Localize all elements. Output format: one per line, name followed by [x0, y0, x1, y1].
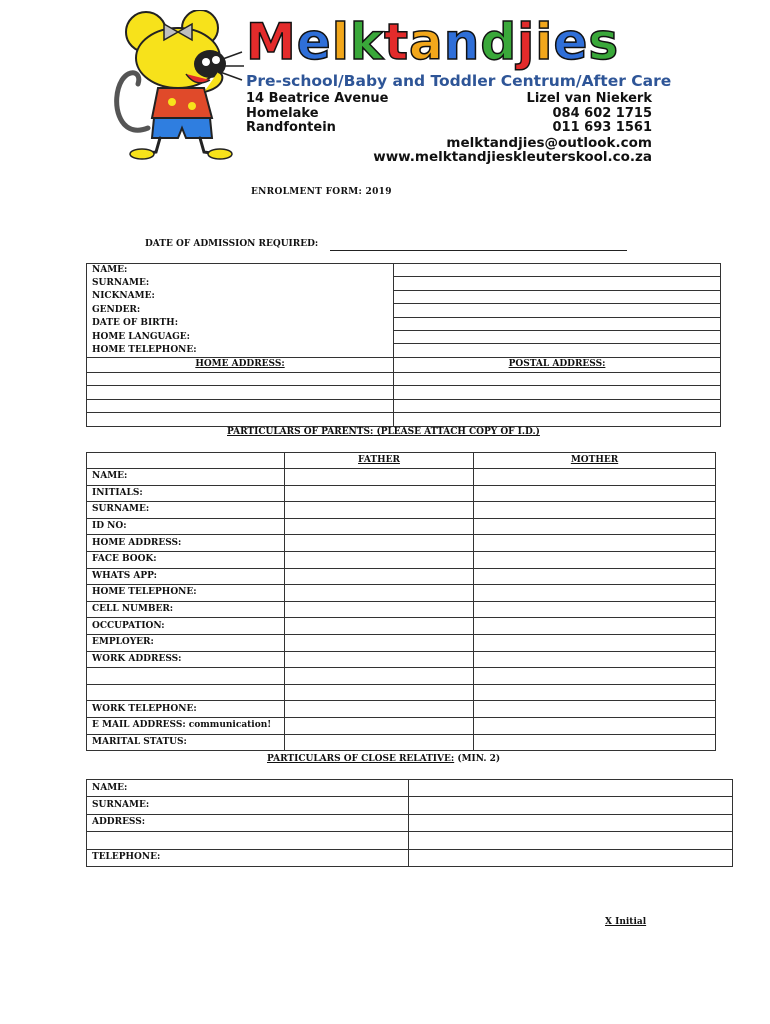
father-field-input[interactable] — [285, 568, 474, 585]
parents-field-label: NAME: — [87, 469, 285, 486]
parents-field-label: MARITAL STATUS: — [87, 734, 285, 751]
parents-field-label: EMPLOYER: — [87, 634, 285, 651]
father-field-input[interactable] — [285, 518, 474, 535]
parents-row — [87, 518, 716, 535]
relative-field-input[interactable] — [409, 814, 733, 831]
relative-field-input[interactable] — [409, 849, 733, 866]
admission-date-label: DATE OF ADMISSION REQUIRED: — [145, 239, 319, 249]
child-field-input[interactable] — [394, 277, 721, 290]
parents-row — [87, 651, 716, 668]
home-address-input[interactable] — [87, 413, 394, 427]
child-field-label: GENDER: — [87, 304, 394, 317]
father-field-input[interactable] — [285, 585, 474, 602]
child-field-input[interactable] — [394, 317, 721, 330]
parents-field-label: WHATS APP: — [87, 568, 285, 585]
relative-field-label: SURNAME: — [87, 797, 409, 814]
brand-letter: k — [349, 13, 385, 71]
father-field-input[interactable] — [285, 535, 474, 552]
parents-field-label: OCCUPATION: — [87, 618, 285, 635]
relative-field-input[interactable] — [409, 797, 733, 814]
father-field-input[interactable] — [285, 469, 474, 486]
address-header-row — [87, 357, 721, 372]
relative-title: PARTICULARS OF CLOSE RELATIVE: — [267, 754, 455, 764]
parents-row — [87, 668, 716, 685]
postal-address-input[interactable] — [394, 399, 721, 413]
mother-field-input[interactable] — [474, 585, 716, 602]
father-field-input[interactable] — [285, 684, 474, 701]
parents-title: PARTICULARS OF PARENTS: — [227, 427, 374, 437]
brand-logo-text — [246, 12, 619, 72]
mother-field-input[interactable] — [474, 601, 716, 618]
brand-letter: e — [553, 13, 589, 71]
child-row — [87, 304, 721, 317]
relative-field-label: ADDRESS: — [87, 814, 409, 831]
mother-field-input[interactable] — [474, 485, 716, 502]
father-field-input[interactable] — [285, 717, 474, 734]
brand-letter: e — [296, 13, 332, 71]
mother-field-input[interactable] — [474, 634, 716, 651]
email-address: melktandjies@outlook.com — [446, 134, 652, 151]
mother-field-input[interactable] — [474, 618, 716, 635]
relative-section-title — [267, 754, 500, 764]
child-field-input[interactable] — [394, 330, 721, 343]
parents-row — [87, 601, 716, 618]
website: www.melktandjieskleuterskool.co.za — [373, 149, 652, 165]
home-address-header: HOME ADDRESS: — [87, 357, 394, 372]
parents-row — [87, 551, 716, 568]
child-field-input[interactable] — [394, 304, 721, 317]
phone-2: 011 693 1561 — [552, 120, 652, 135]
parents-field-label: WORK ADDRESS: — [87, 651, 285, 668]
postal-address-input[interactable] — [394, 372, 721, 386]
address-row — [87, 413, 721, 427]
brand-letter: t — [384, 13, 409, 71]
address-line: 14 Beatrice Avenue — [246, 91, 389, 106]
brand-letter: i — [535, 13, 554, 71]
father-field-input[interactable] — [285, 601, 474, 618]
brand-letter: j — [517, 13, 536, 71]
brand-letter: n — [443, 13, 481, 71]
child-field-label: DATE OF BIRTH: — [87, 317, 394, 330]
parents-section-title — [227, 427, 540, 437]
contact-name: Lizel van Niekerk — [526, 91, 652, 106]
parents-field-label: SURNAME: — [87, 502, 285, 519]
relative-field-input[interactable] — [409, 780, 733, 797]
parents-table — [86, 452, 716, 751]
father-field-input[interactable] — [285, 502, 474, 519]
relative-field-label — [87, 832, 409, 849]
initial-label: X Initial — [605, 917, 647, 927]
mother-field-input[interactable] — [474, 502, 716, 519]
home-address-input[interactable] — [87, 372, 394, 386]
admission-date-field[interactable] — [330, 250, 627, 251]
child-field-label: NICKNAME: — [87, 290, 394, 303]
address-line: Randfontein — [246, 120, 336, 135]
brand-letter: s — [588, 13, 620, 71]
parents-field-label: CELL NUMBER: — [87, 601, 285, 618]
child-field-input[interactable] — [394, 344, 721, 357]
postal-address-input[interactable] — [394, 386, 721, 400]
relative-row — [87, 849, 733, 866]
father-header: FATHER — [285, 453, 474, 469]
school-subtitle: Pre-school/Baby and Toddler Centrum/After Care — [246, 72, 672, 90]
child-field-label: NAME: — [87, 264, 394, 277]
mother-header: MOTHER — [474, 453, 716, 469]
child-field-label: HOME LANGUAGE: — [87, 330, 394, 343]
parents-field-label: ID NO: — [87, 518, 285, 535]
mother-field-input[interactable] — [474, 469, 716, 486]
parents-field-label: WORK TELEPHONE: — [87, 701, 285, 718]
brand-letter: d — [480, 13, 518, 71]
relative-row — [87, 832, 733, 849]
father-field-input[interactable] — [285, 634, 474, 651]
parents-field-label — [87, 668, 285, 685]
parents-row — [87, 585, 716, 602]
child-row — [87, 330, 721, 343]
brand-letter: a — [409, 13, 444, 71]
mother-field-input[interactable] — [474, 734, 716, 751]
relative-row — [87, 814, 733, 831]
parents-row — [87, 469, 716, 486]
parents-row — [87, 502, 716, 519]
child-field-label: SURNAME: — [87, 277, 394, 290]
phone-1: 084 602 1715 — [552, 105, 652, 121]
mouse-mascot-icon — [108, 10, 248, 160]
father-field-input[interactable] — [285, 668, 474, 685]
father-field-input[interactable] — [285, 618, 474, 635]
parents-row — [87, 568, 716, 585]
child-field-input[interactable] — [394, 290, 721, 303]
parents-field-label: HOME ADDRESS: — [87, 535, 285, 552]
parents-row — [87, 634, 716, 651]
relative-field-label: NAME: — [87, 780, 409, 797]
relative-row — [87, 797, 733, 814]
address-line: Homelake — [246, 105, 319, 121]
relative-row — [87, 780, 733, 797]
address-row — [87, 399, 721, 413]
mother-field-input[interactable] — [474, 717, 716, 734]
postal-address-input[interactable] — [394, 413, 721, 427]
mother-field-input[interactable] — [474, 568, 716, 585]
mother-field-input[interactable] — [474, 551, 716, 568]
child-row — [87, 290, 721, 303]
parents-row — [87, 701, 716, 718]
father-field-input[interactable] — [285, 485, 474, 502]
child-row — [87, 317, 721, 330]
father-field-input[interactable] — [285, 551, 474, 568]
parents-field-label — [87, 684, 285, 701]
mother-field-input[interactable] — [474, 668, 716, 685]
relative-table — [86, 779, 733, 867]
parents-header-row — [87, 453, 716, 469]
relative-field-input[interactable] — [409, 832, 733, 849]
postal-address-header: POSTAL ADDRESS: — [394, 357, 721, 372]
parents-header-blank — [87, 453, 285, 469]
parents-row — [87, 485, 716, 502]
parents-field-label: FACE BOOK: — [87, 551, 285, 568]
child-field-label: HOME TELEPHONE: — [87, 344, 394, 357]
parents-row — [87, 734, 716, 751]
father-field-input[interactable] — [285, 701, 474, 718]
mother-field-input[interactable] — [474, 535, 716, 552]
home-address-input[interactable] — [87, 386, 394, 400]
relative-field-label: TELEPHONE: — [87, 849, 409, 866]
relative-note: (MIN. 2) — [454, 754, 501, 764]
home-address-input[interactable] — [87, 399, 394, 413]
mother-field-input[interactable] — [474, 651, 716, 668]
child-row — [87, 277, 721, 290]
parents-row — [87, 684, 716, 701]
contact-details — [373, 92, 652, 165]
mother-field-input[interactable] — [474, 684, 716, 701]
address-row — [87, 386, 721, 400]
parents-field-label: HOME TELEPHONE: — [87, 585, 285, 602]
school-address — [246, 92, 388, 136]
father-field-input[interactable] — [285, 734, 474, 751]
parents-field-label: E MAIL ADDRESS: communication! — [87, 717, 285, 734]
parents-field-label: INITIALS: — [87, 485, 285, 502]
parents-row — [87, 535, 716, 552]
child-details-table — [86, 263, 721, 427]
parents-note: (PLEASE ATTACH COPY OF I.D.) — [373, 427, 540, 437]
parents-row — [87, 618, 716, 635]
mother-field-input[interactable] — [474, 518, 716, 535]
brand-letter: l — [331, 13, 350, 71]
child-field-input[interactable] — [394, 264, 721, 277]
child-row — [87, 344, 721, 357]
address-row — [87, 372, 721, 386]
child-row — [87, 264, 721, 277]
parents-row — [87, 717, 716, 734]
mother-field-input[interactable] — [474, 701, 716, 718]
father-field-input[interactable] — [285, 651, 474, 668]
brand-letter: M — [246, 13, 297, 71]
form-title: ENROLMENT FORM: 2019 — [251, 187, 392, 197]
